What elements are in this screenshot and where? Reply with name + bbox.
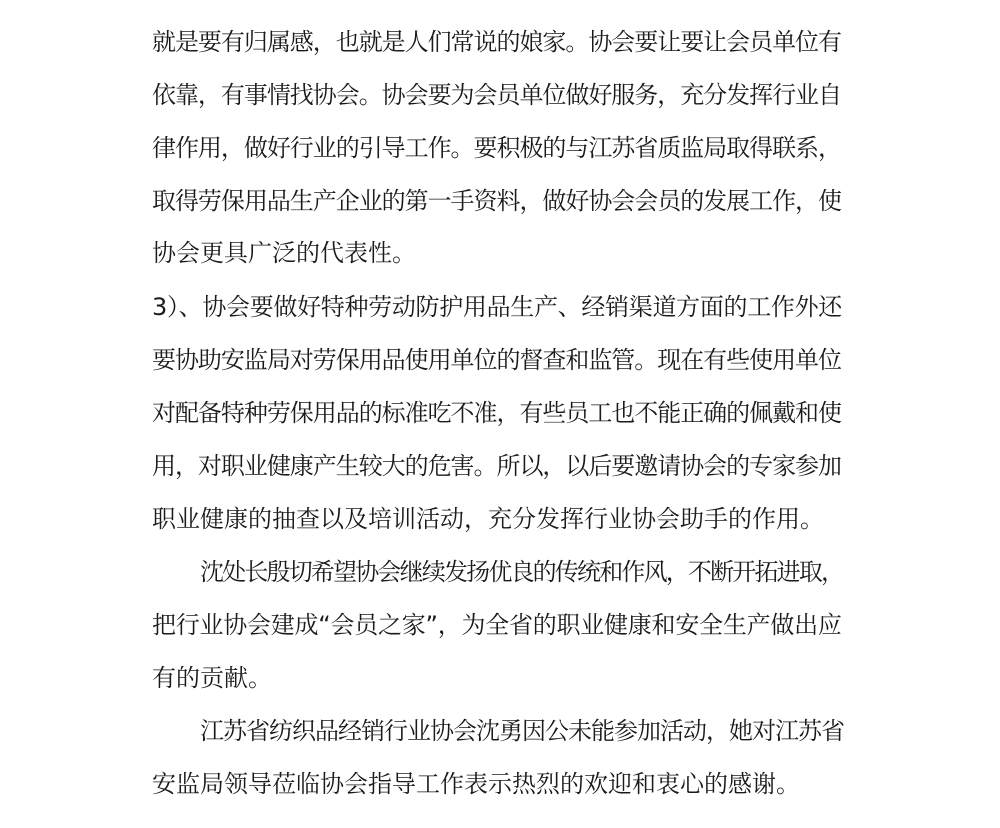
text-line: 用，对职业健康产生较大的危害。所以，以后要邀请协会的专家参加 [152,452,841,480]
text-line: 依靠，有事情找协会。协会要为会员单位做好服务，充分发挥行业自 [152,81,841,109]
text-line: 就是要有归属感，也就是人们常说的娘家。协会要让要让会员单位有 [152,28,841,56]
text-line: 协会更具广泛的代表性。 [152,239,416,267]
text-line: 要协助安监局对劳保用品使用单位的督查和监管。现在有些使用单位 [152,346,841,374]
text-line: 有的贡献。 [152,664,272,692]
text-line: 律作用，做好行业的引导工作。要积极的与江苏省质监局取得联系， [152,134,841,162]
text-line: 沈处长殷切希望协会继续发扬优良的传统和作风，不断开拓进取， [200,558,844,586]
text-line: 取得劳保用品生产企业的第一手资料，做好协会会员的发展工作，使 [152,187,841,215]
text-line: 江苏省纺织品经销行业协会沈勇因公未能参加活动，她对江苏省 [200,717,844,745]
text-line: 职业健康的抽查以及培训活动，充分发挥行业协会助手的作用。 [152,505,824,533]
text-line: 安监局领导莅临协会指导工作表示热烈的欢迎和衷心的感谢。 [152,770,800,798]
text-line: 对配备特种劳保用品的标准吃不准，有些员工也不能正确的佩戴和使 [152,399,841,427]
text-line: 3）、协会要做好特种劳动防护用品生产、经销渠道方面的工作外还 [152,293,842,321]
text-line: 把行业协会建成“会员之家”，为全省的职业健康和安全生产做出应 [152,611,842,639]
